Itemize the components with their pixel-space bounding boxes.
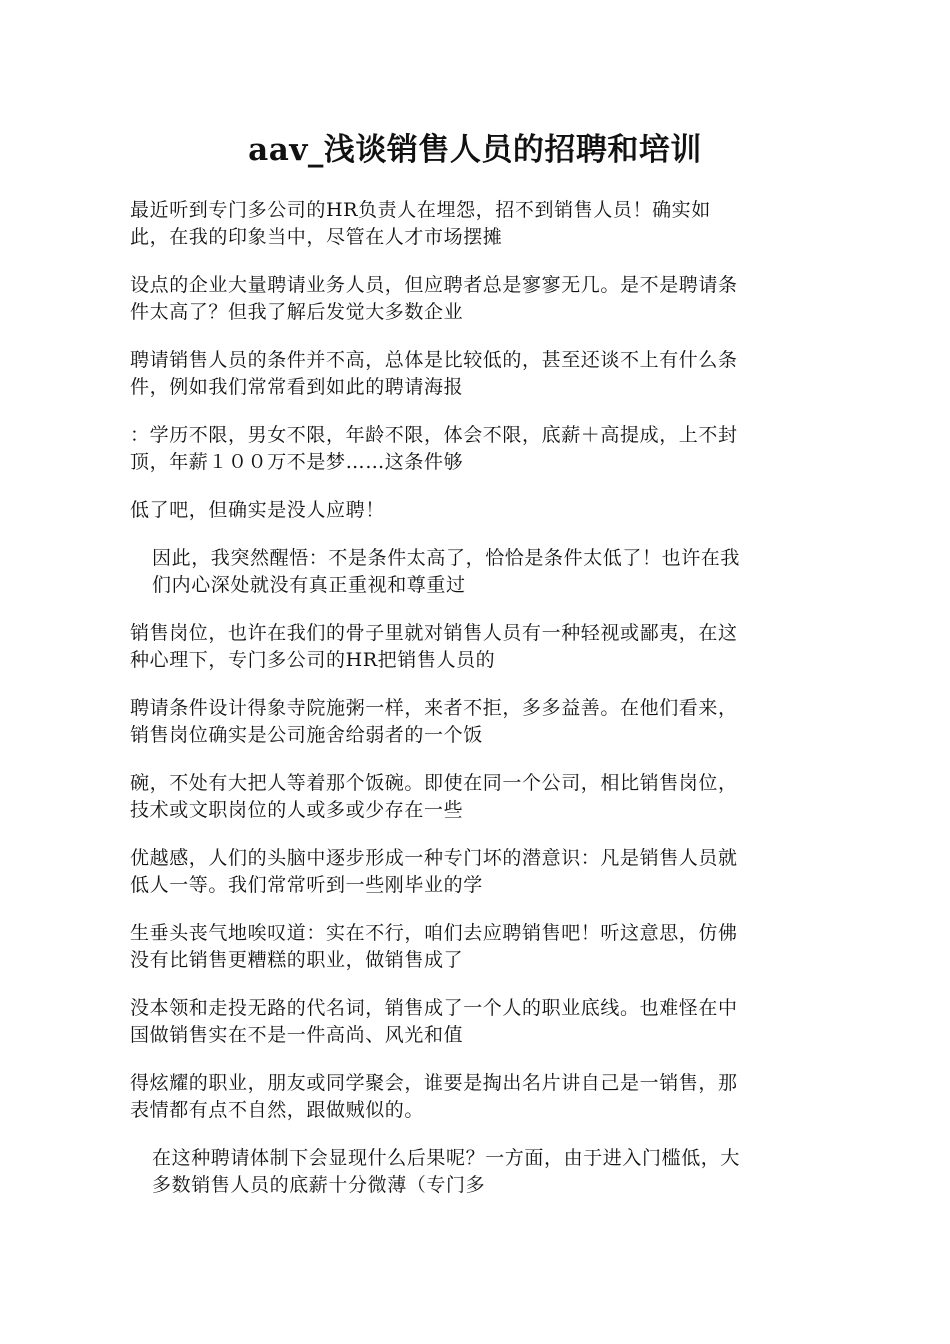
paragraph xyxy=(116,845,822,899)
paragraph-line: 生垂头丧气地唉叹道：实在不行，咱们去应聘销售吧！听这意思，仿佛 xyxy=(130,922,738,944)
paragraph xyxy=(116,422,822,476)
paragraph-line: 销售岗位确实是公司施舍给弱者的一个饭 xyxy=(130,724,483,746)
paragraph-line: 低人一等。我们常常听到一些刚毕业的学 xyxy=(130,874,483,896)
paragraph-line: 销售岗位，也许在我们的骨子里就对销售人员有一种轻视或鄙夷，在这 xyxy=(130,622,738,644)
paragraph xyxy=(116,272,822,326)
paragraph-line: 最近听到专门多公司的HR负责人在埋怨，招不到销售人员！确实如 xyxy=(130,199,711,221)
paragraph-line: 因此，我突然醒悟：不是条件太高了，恰恰是条件太低了！也许在我 xyxy=(152,547,741,569)
paragraph-line: 表情都有点不自然，跟做贼似的。 xyxy=(130,1099,425,1121)
paragraph-line: 聘请销售人员的条件并不高，总体是比较低的，甚至还谈不上有什么条 xyxy=(130,349,738,371)
paragraph xyxy=(116,770,822,824)
paragraph-line: 件太高了？但我了解后发觉大多数企业 xyxy=(130,301,464,323)
paragraph xyxy=(116,1070,822,1124)
paragraph xyxy=(116,620,822,674)
paragraph-line: 聘请条件设计得象寺院施粥一样，来者不拒，多多益善。在他们看来， xyxy=(130,697,738,719)
paragraph xyxy=(116,197,822,251)
paragraph-line: 没有比销售更糟糕的职业，做销售成了 xyxy=(130,949,464,971)
paragraph-line: 得炫耀的职业，朋友或同学聚会，谁要是掏出名片讲自己是一销售，那 xyxy=(130,1072,738,1094)
paragraph xyxy=(116,995,822,1049)
paragraph-line: 低了吧，但确实是没人应聘！ xyxy=(130,499,385,521)
paragraph-line: 多数销售人员的底薪十分微薄（专门多 xyxy=(152,1174,486,1196)
document-title: aav_浅谈销售人员的招聘和培训 xyxy=(248,132,702,168)
paragraph-line: 优越感，人们的头脑中逐步形成一种专门坏的潜意识：凡是销售人员就 xyxy=(130,847,738,869)
paragraph-line: 在这种聘请体制下会显现什么后果呢？一方面，由于进入门槛低，大 xyxy=(152,1147,741,1169)
paragraph xyxy=(116,347,822,401)
paragraph-line: 设点的企业大量聘请业务人员，但应聘者总是寥寥无几。是不是聘请条 xyxy=(130,274,738,296)
paragraph-line: 顶，年薪１００万不是梦……这条件够 xyxy=(130,451,464,473)
paragraph xyxy=(116,1145,822,1199)
document-body xyxy=(116,197,822,1220)
paragraph-line: 种心理下，专门多公司的HR把销售人员的 xyxy=(130,649,496,671)
paragraph-line: 国做销售实在不是一件高尚、风光和值 xyxy=(130,1024,464,1046)
paragraph-line: 碗，不处有大把人等着那个饭碗。即使在同一个公司，相比销售岗位， xyxy=(130,772,738,794)
paragraph xyxy=(116,920,822,974)
paragraph xyxy=(116,695,822,749)
paragraph-line: ：学历不限，男女不限，年龄不限，体会不限，底薪＋高提成，上不封 xyxy=(130,424,738,446)
paragraph-line: 没本领和走投无路的代名词，销售成了一个人的职业底线。也难怪在中 xyxy=(130,997,738,1019)
paragraph xyxy=(116,497,822,524)
paragraph-line: 们内心深处就没有真正重视和尊重过 xyxy=(152,574,466,596)
paragraph xyxy=(116,545,822,599)
paragraph-line: 件，例如我们常常看到如此的聘请海报 xyxy=(130,376,464,398)
paragraph-line: 此，在我的印象当中，尽管在人才市场摆摊 xyxy=(130,226,503,248)
paragraph-line: 技术或文职岗位的人或多或少存在一些 xyxy=(130,799,464,821)
